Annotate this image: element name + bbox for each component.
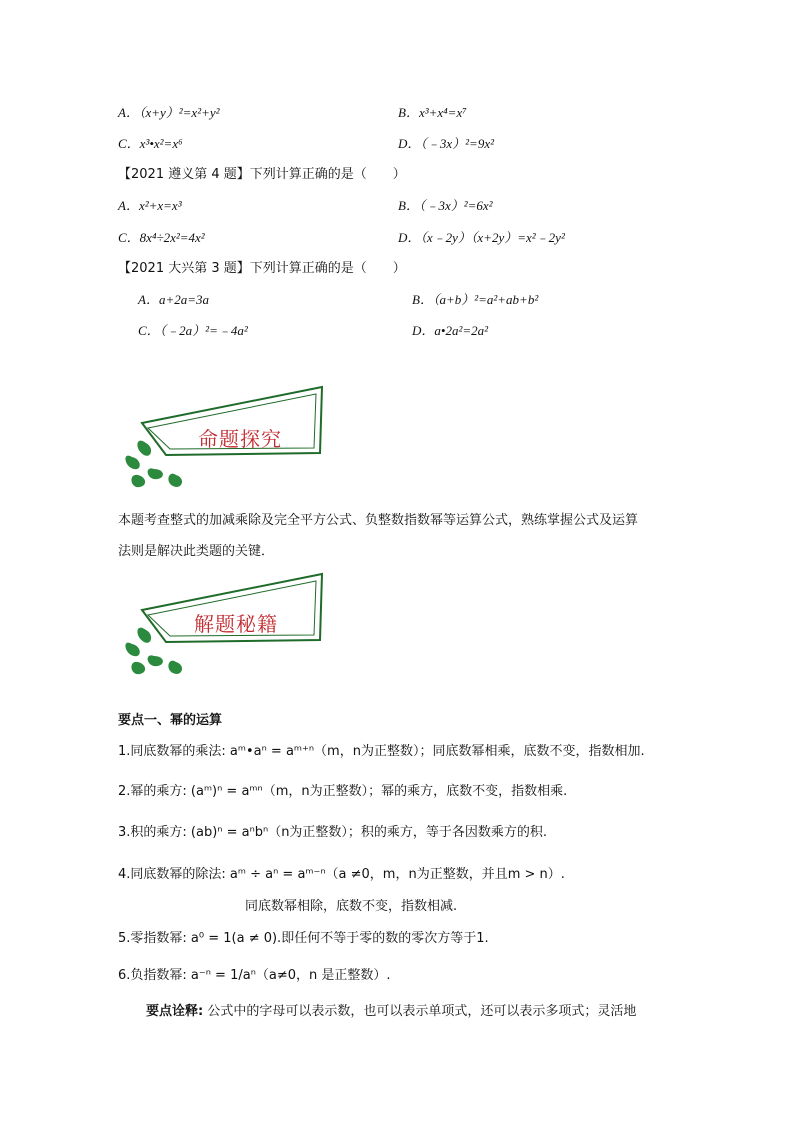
rule-5: 5.零指数幂: a⁰ = 1(a ≠ 0).即任何不等于零的数的零次方等于1.	[118, 931, 489, 946]
rule-6: 6.负指数幂: a⁻ⁿ = 1/aⁿ（a≠0，n 是正整数）.	[118, 968, 391, 983]
q2-option-d: D．（x﹣2y）（x+2y）=x²﹣2y²	[398, 230, 565, 245]
banner-explore	[118, 385, 333, 495]
banner-tips	[118, 572, 333, 682]
rule-3: 3.积的乘方: (ab)ⁿ = aⁿbⁿ（n为正整数）；积的乘方，等于各因数乘方的积.	[118, 825, 548, 840]
q3-option-d: D．a•2a²=2a²	[412, 323, 489, 338]
rule-4: 4.同底数幂的除法: aᵐ ÷ aⁿ = aᵐ⁻ⁿ（a ≠0，m，n为正整数，并且m > n）.	[118, 867, 565, 882]
note-text: 公式中的字母可以表示数，也可以表示单项式，还可以表示多项式；灵活地	[207, 1004, 637, 1019]
q1-option-b: B．x³+x⁴=x⁷	[398, 105, 467, 120]
explore-text-line-1: 本题考查整式的加减乘除及完全平方公式、负整数指数幂等运算公式，熟练掌握公式及运算	[118, 513, 639, 528]
note-line	[146, 1003, 636, 1021]
q3-option-a: A．a+2a=3a	[138, 292, 209, 307]
q2-option-c: C．8x⁴÷2x²=4x²	[118, 230, 205, 245]
section-heading: 要点一、幂的运算	[118, 713, 223, 728]
rule-4-note: 同底数幂相除，底数不变，指数相减.	[245, 899, 458, 914]
q1-option-d: D．（﹣3x）²=9x²	[398, 136, 494, 151]
q1-option-a: A．（x+y）²=x²+y²	[118, 105, 220, 120]
q3-option-c: C．（﹣2a）²=﹣4a²	[138, 323, 248, 338]
explore-text-line-2: 法则是解决此类题的关键．	[118, 544, 275, 559]
note-label: 要点诠释:	[146, 1004, 204, 1019]
q2-option-b: B．（﹣3x）²=6x²	[398, 198, 493, 213]
q1-option-c: C．x³•x²=x⁶	[118, 136, 183, 151]
rule-1: 1.同底数幂的乘法: aᵐ•aⁿ = aᵐ⁺ⁿ（m，n为正整数）；同底数幂相乘，底数不变，指数相加.	[118, 744, 645, 759]
banner-tips-title: 解题秘籍	[194, 612, 278, 636]
q3-stem: 【2021 大兴第 3 题】下列计算正确的是（ ）	[118, 261, 406, 276]
q3-option-b: B．（a+b）²=a²+ab+b²	[412, 292, 539, 307]
banner-explore-title: 命题探究	[198, 427, 282, 451]
rule-2: 2.幂的乘方: (aᵐ)ⁿ = aᵐⁿ（m，n为正整数）；幂的乘方，底数不变，指数相乘.	[118, 784, 568, 799]
q2-stem: 【2021 遵义第 4 题】下列计算正确的是（ ）	[118, 167, 406, 182]
q2-option-a: A．x²+x=x³	[118, 198, 182, 213]
